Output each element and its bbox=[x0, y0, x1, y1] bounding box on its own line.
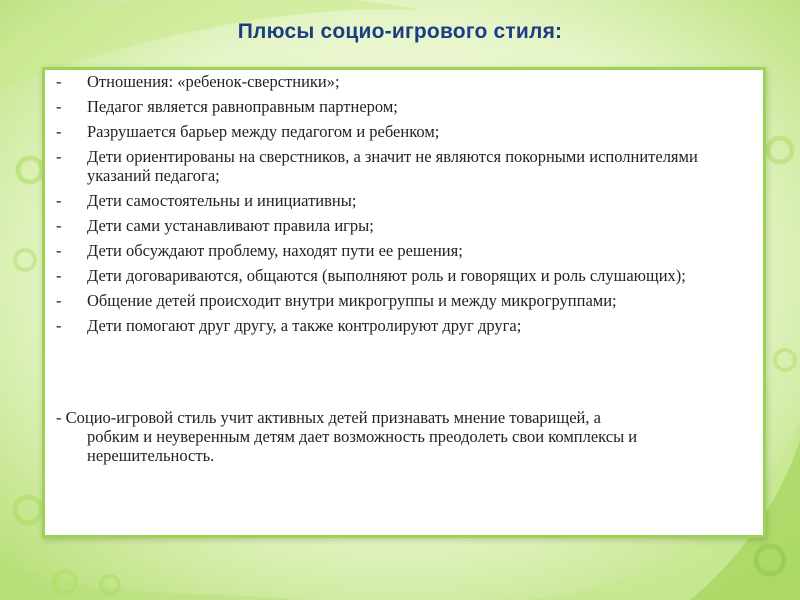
list-item bbox=[56, 191, 756, 210]
list-item-text: Общение детей происходит внутри микрогруппы и между микрогруппами; bbox=[87, 291, 617, 310]
bullet-dash: - bbox=[56, 291, 62, 310]
bullet-dash: - bbox=[56, 216, 62, 235]
bullet-dash: - bbox=[56, 191, 62, 210]
list-item bbox=[56, 266, 756, 285]
bullet-dash: - bbox=[56, 241, 62, 260]
bullet-dash: - bbox=[56, 97, 62, 116]
list-item bbox=[56, 216, 756, 235]
bullet-dash: - bbox=[56, 147, 62, 166]
list-item bbox=[56, 241, 756, 260]
bullet-dash: - bbox=[56, 316, 62, 335]
list-item bbox=[56, 72, 756, 91]
summary-continuation: робким и неуверенным детям дает возможность преодолеть свои комплексы и нерешительность. bbox=[87, 427, 638, 465]
list-item-text: Дети помогают друг другу, а также контролируют друг друга; bbox=[87, 316, 522, 335]
list-item bbox=[56, 147, 756, 185]
list-item-text: Дети сами устанавливают правила игры; bbox=[87, 216, 374, 235]
summary-first-line: - Социо-игровой стиль учит активных детей признавать мнение товарищей, а bbox=[56, 408, 601, 427]
list-item bbox=[56, 316, 756, 335]
list-item-text: Дети ориентированы на сверстников, а значит не являются покорными исполнителями указаний педагога; bbox=[87, 147, 698, 185]
list-item-text: Разрушается барьер между педагогом и ребенком; bbox=[87, 122, 440, 141]
list-item-text: Педагог является равноправным партнером; bbox=[87, 97, 398, 116]
list-item bbox=[56, 122, 756, 141]
list-item-text: Дети обсуждают проблему, находят пути ее решения; bbox=[87, 241, 463, 260]
advantages-list bbox=[56, 72, 756, 341]
bullet-dash: - bbox=[56, 122, 62, 141]
list-item-text: Отношения: «ребенок-сверстники»; bbox=[87, 72, 340, 91]
summary-paragraph bbox=[56, 408, 762, 465]
bullet-dash: - bbox=[56, 266, 62, 285]
list-item bbox=[56, 291, 756, 310]
bullet-dash: - bbox=[56, 72, 62, 91]
slide-title: Плюсы социо-игрового стиля: bbox=[237, 20, 563, 43]
list-item bbox=[56, 97, 756, 116]
list-item-text: Дети договариваются, общаются (выполняют роль и говорящих и роль слушающих); bbox=[87, 266, 686, 285]
list-item-text: Дети самостоятельны и инициативны; bbox=[87, 191, 357, 210]
